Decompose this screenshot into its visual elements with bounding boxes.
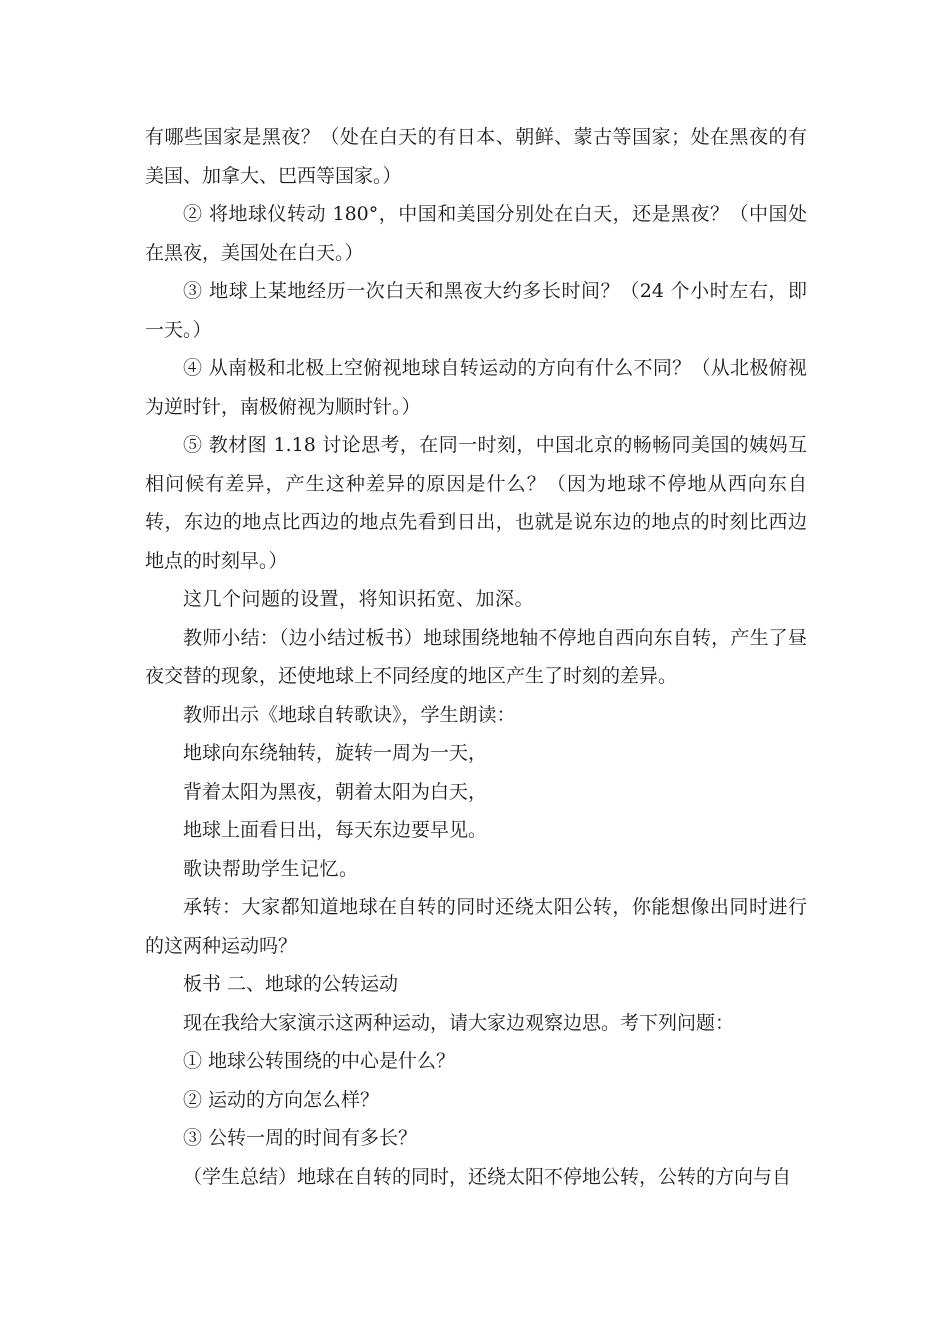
revolution-question-2: ② 运动的方向怎么样？ [183, 1088, 380, 1111]
teacher-summary: 教师小结：（边小结过板书）地球围绕地轴不停地自西向东自转，产生了昼夜交替的现象，还使地球上不同经度的地区产生了时刻的差异。 [145, 626, 807, 687]
question-item-5: ⑤ 教材图 1.18 讨论思考，在同一时刻，中国北京的畅畅同美国的姨妈互相问候有差异，产生这种差异的原因是什么？（因为地球不停地从西向东自转，东边的地点比西边的地点先看到日出，也就是说东边的地点的时刻比西边地点的时刻早。） [145, 434, 807, 572]
document-body [145, 118, 807, 1196]
rhyme-intro: 教师出示《地球自转歌诀》，学生朗读： [183, 703, 516, 726]
revolution-question-3: ③ 公转一周的时间有多长？ [183, 1127, 418, 1149]
rhyme-line-3: 地球上面看日出，每天东边要早见。 [183, 819, 488, 841]
transition-paragraph: 承转：大家都知道地球在自转的同时还绕太阳公转，你能想像出同时进行的这两种运动吗？ [145, 896, 807, 957]
question-item-3: ③ 地球上某地经历一次白天和黑夜大约多长时间？（24 个小时左右，即一天。） [145, 280, 807, 341]
paragraph-continuation: 有哪些国家是黑夜？（处在白天的有日本、朝鲜、蒙古等国家；处在黑夜的有美国、加拿大、巴西等国家。） [145, 126, 807, 187]
student-summary: （学生总结）地球在自转的同时，还绕太阳不停地公转，公转的方向与自 [183, 1165, 792, 1188]
rhyme-line-1: 地球向东绕轴转，旋转一周为一天， [183, 742, 488, 764]
design-note: 这几个问题的设置，将知识拓宽、加深。 [183, 588, 535, 610]
question-item-2: ② 将地球仪转动 180°，中国和美国分别处在白天，还是黑夜？（中国处在黑夜，美国处在白天。） [145, 203, 807, 264]
rhyme-note: 歌诀帮助学生记忆。 [183, 857, 359, 880]
demo-intro: 现在我给大家演示这两种运动，请大家边观察边思。考下列问题： [183, 1011, 735, 1034]
board-heading: 板书 二、地球的公转运动 [183, 973, 399, 995]
rhyme-line-2: 背着太阳为黑夜，朝着太阳为白天， [183, 780, 488, 803]
revolution-question-1: ① 地球公转围绕的中心是什么？ [183, 1050, 456, 1072]
question-item-4: ④ 从南极和北极上空俯视地球自转运动的方向有什么不同？（从北极俯视为逆时针，南极俯视为顺时针。） [145, 357, 807, 418]
